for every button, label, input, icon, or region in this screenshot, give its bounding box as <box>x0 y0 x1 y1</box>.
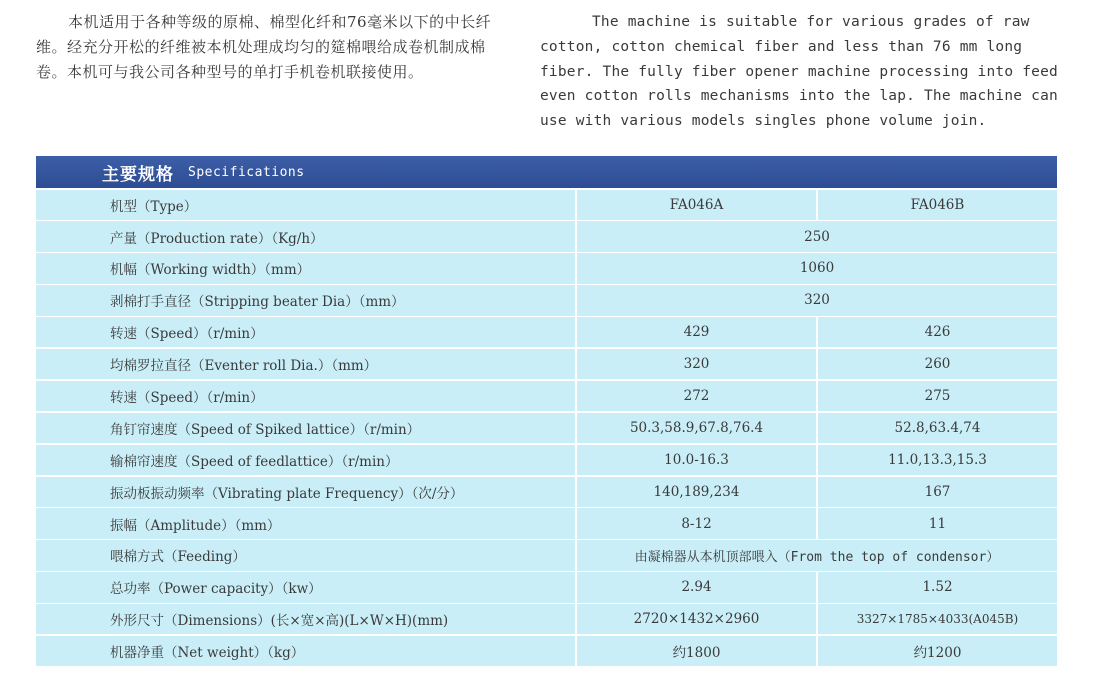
spec-value-fa046a: 429 <box>577 317 818 347</box>
spec-label: 角钉帘速度（Speed of Spiked lattice）（r/min） <box>36 413 577 443</box>
specifications-table <box>36 156 1057 666</box>
spec-value-shared: 由凝棉器从本机顶部喂入（From the top of condensor） <box>634 549 1000 565</box>
spec-value-fa046a: FA046A <box>577 190 818 220</box>
spec-row <box>36 190 1057 220</box>
spec-label: 机器净重（Net weight）（kg） <box>36 636 577 666</box>
spec-label: 振幅（Amplitude）（mm） <box>36 508 577 538</box>
spec-row <box>36 572 1057 602</box>
spec-value-fa046a: 约1800 <box>577 636 818 666</box>
spec-row <box>36 604 1057 634</box>
spec-value-fa046a: 320 <box>577 349 818 379</box>
spec-title-en: Specifications <box>188 164 305 180</box>
spec-value-fa046b: FA046B <box>910 196 965 213</box>
spec-value-shared: 320 <box>804 292 830 309</box>
spec-value-fa046b: 11.0,13.3,15.3 <box>888 451 987 468</box>
spec-row <box>36 508 1057 538</box>
spec-row <box>36 349 1057 379</box>
specifications-header <box>36 156 1057 188</box>
spec-label: 机幅（Working width）（mm） <box>36 253 577 283</box>
spec-title-cn: 主要规格 <box>102 164 174 185</box>
spec-value-fa046b: 426 <box>924 324 951 341</box>
spec-label: 转速（Speed）（r/min） <box>36 381 577 411</box>
spec-row <box>36 317 1057 347</box>
spec-value-fa046b: 11 <box>928 515 947 532</box>
spec-value-fa046a: 272 <box>577 381 818 411</box>
spec-value-fa046b: 3327×1785×4033(A045B) <box>856 612 1019 627</box>
spec-value-fa046b: 260 <box>924 356 951 373</box>
spec-value-fa046b: 约1200 <box>913 645 962 662</box>
spec-row <box>36 381 1057 411</box>
spec-label: 产量（Production rate）（Kg/h） <box>36 221 577 251</box>
spec-label: 均棉罗拉直径（Eventer roll Dia.）（mm） <box>36 349 577 379</box>
spec-row <box>36 540 1057 570</box>
spec-label: 喂棉方式（Feeding） <box>36 540 577 570</box>
spec-value-shared: 1060 <box>799 260 835 277</box>
spec-row <box>36 413 1057 443</box>
spec-row <box>36 253 1057 283</box>
spec-value-fa046b: 275 <box>924 388 951 405</box>
spec-row <box>36 445 1057 475</box>
spec-row <box>36 221 1057 251</box>
spec-label: 剥棉打手直径（Stripping beater Dia）（mm） <box>36 285 577 315</box>
spec-value-fa046a: 50.3,58.9,67.8,76.4 <box>577 413 818 443</box>
spec-rows <box>36 190 1057 667</box>
spec-value-shared: 250 <box>804 228 830 245</box>
spec-label: 机型（Type） <box>36 190 577 220</box>
spec-label: 输棉帘速度（Speed of feedlattice）（r/min） <box>36 445 577 475</box>
intro-english: The machine is suitable for various grades of raw cotton, cotton chemical fiber and less than 76 mm long fiber. The fully fiber opener machine processing into feed even cotton rolls mechanisms into the lap. The machine can use with various models singles phone volume join. <box>540 14 1058 130</box>
spec-row <box>36 636 1057 666</box>
spec-value-fa046b: 167 <box>924 483 951 500</box>
spec-row <box>36 285 1057 315</box>
spec-label: 总功率（Power capacity）（kw） <box>36 572 577 602</box>
spec-value-fa046b: 1.52 <box>922 579 953 596</box>
spec-value-fa046a: 140,189,234 <box>577 477 818 507</box>
spec-value-fa046a: 2.94 <box>577 572 818 602</box>
spec-value-fa046b: 52.8,63.4,74 <box>894 419 981 436</box>
spec-label: 转速（Speed）（r/min） <box>36 317 577 347</box>
spec-value-fa046a: 2720×1432×2960 <box>577 604 818 634</box>
intro-chinese: 本机适用于各种等级的原棉、棉型化纤和76毫米以下的中长纤维。经充分开松的纤维被本机处理成均匀的筵棉喂给成卷机制成棉卷。本机可与我公司各种型号的单打手机卷机联接使用。 <box>36 13 492 81</box>
spec-label: 振动板振动频率（Vibrating plate Frequency）（次/分） <box>36 477 577 507</box>
spec-row <box>36 477 1057 507</box>
spec-value-fa046a: 10.0-16.3 <box>577 445 818 475</box>
spec-value-fa046a: 8-12 <box>577 508 818 538</box>
spec-label: 外形尺寸（Dimensions）(长×宽×高)(L×W×H)(mm) <box>36 604 577 634</box>
